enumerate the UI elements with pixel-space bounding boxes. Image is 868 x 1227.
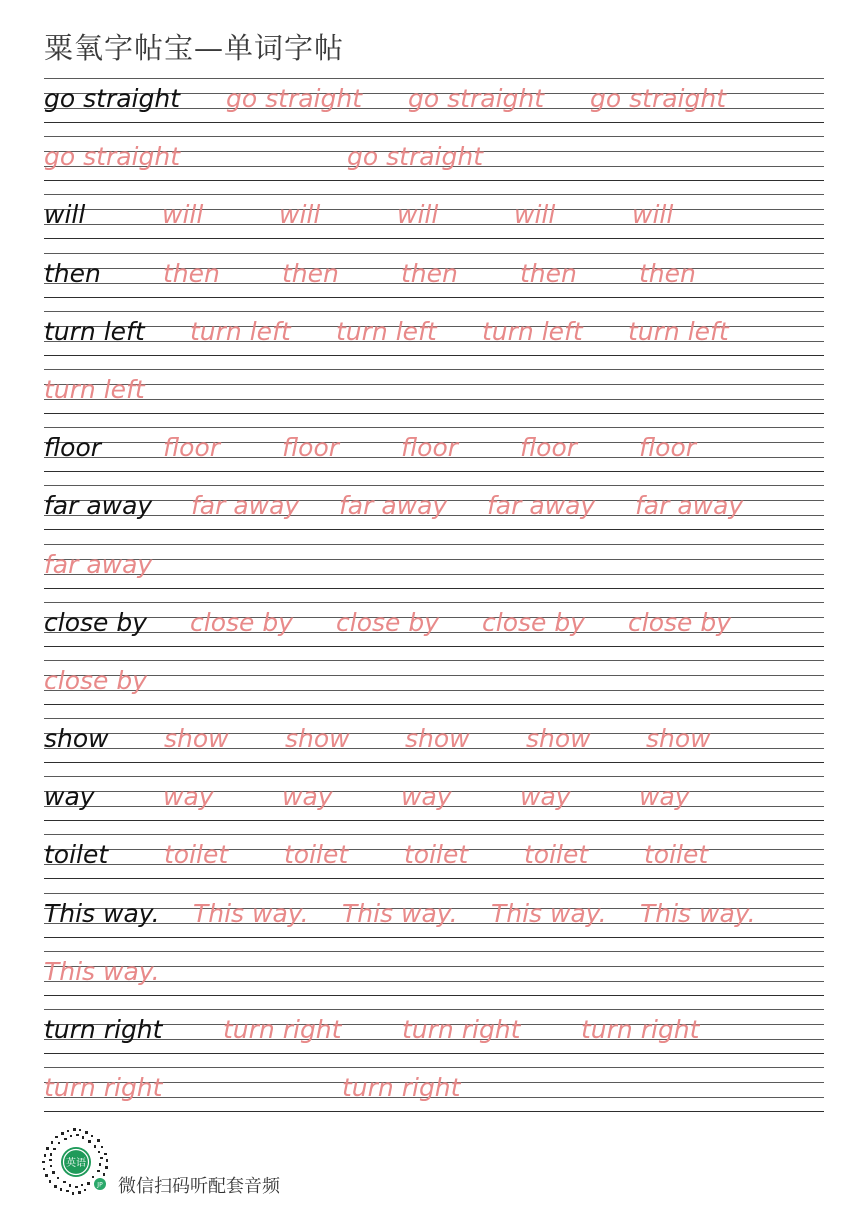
practice-row	[44, 834, 824, 892]
rule-line	[44, 529, 824, 530]
qr-badge-label: 英语	[66, 1158, 86, 1169]
practice-row	[44, 136, 824, 194]
trace-word: way	[282, 782, 333, 812]
trace-word: show	[405, 724, 470, 754]
rule-line	[44, 355, 824, 356]
model-word: go straight	[44, 84, 180, 113]
rule-line	[44, 1009, 824, 1010]
practice-row	[44, 369, 824, 427]
model-word: then	[44, 258, 101, 288]
practice-row	[44, 1009, 824, 1067]
trace-word: turn left	[482, 316, 583, 346]
rule-line	[44, 253, 824, 254]
rule-line	[44, 1053, 824, 1054]
rule-line	[44, 995, 824, 996]
trace-word: will	[632, 200, 674, 230]
practice-row	[44, 485, 824, 543]
rule-line	[44, 136, 824, 137]
trace-word: floor	[520, 433, 578, 463]
trace-word: turn right	[581, 1015, 700, 1044]
rule-line	[44, 951, 824, 952]
trace-word: far away	[635, 491, 744, 521]
rule-line	[44, 427, 824, 428]
trace-word: will	[397, 200, 439, 230]
trace-word: far away	[487, 491, 596, 521]
trace-word: go straight	[226, 84, 362, 113]
trace-word: close by	[44, 665, 148, 695]
practice-row	[44, 602, 824, 660]
trace-word: toilet	[404, 840, 469, 870]
trace-word: close by	[190, 607, 294, 637]
footer-caption: 微信扫码听配套音频	[118, 1176, 280, 1197]
rule-line	[44, 834, 824, 835]
practice-row	[44, 776, 824, 834]
model-word: turn left	[44, 316, 145, 346]
practice-row	[44, 544, 824, 602]
rule-line	[44, 704, 824, 705]
model-word: show	[44, 724, 109, 754]
trace-word: show	[646, 724, 711, 754]
trace-word: close by	[628, 607, 732, 637]
rule-line	[44, 966, 824, 967]
trace-word: toilet	[164, 840, 229, 870]
rule-line	[44, 981, 824, 982]
trace-word: close by	[336, 607, 440, 637]
trace-word: floor	[639, 433, 697, 463]
rule-line	[44, 660, 824, 661]
trace-word: turn right	[44, 1073, 163, 1103]
rule-line	[44, 180, 824, 181]
trace-word: turn left	[44, 374, 145, 404]
trace-word: toilet	[644, 840, 709, 870]
rule-line	[44, 893, 824, 894]
trace-word: go straight	[590, 84, 726, 113]
rule-line	[44, 820, 824, 821]
trace-word: turn left	[628, 316, 729, 346]
practice-row	[44, 718, 824, 776]
rule-line	[44, 675, 824, 676]
practice-row	[44, 253, 824, 311]
trace-word: This way.	[491, 898, 607, 928]
practice-row	[44, 311, 824, 369]
rule-line	[44, 937, 824, 938]
model-word: toilet	[44, 840, 109, 870]
trace-word: turn right	[402, 1015, 521, 1044]
trace-word: floor	[401, 433, 459, 463]
trace-word: go straight	[347, 142, 483, 172]
model-word: turn right	[44, 1015, 163, 1044]
trace-word: will	[514, 200, 556, 230]
trace-word: will	[279, 200, 321, 230]
trace-word: toilet	[524, 840, 589, 870]
trace-word: far away	[339, 491, 448, 521]
trace-word: then	[520, 258, 577, 288]
rule-line	[44, 878, 824, 879]
trace-word: show	[285, 724, 350, 754]
rule-line	[44, 762, 824, 763]
trace-word: This way.	[193, 898, 309, 928]
model-word: close by	[44, 607, 148, 637]
trace-word: then	[639, 258, 696, 288]
page-title: 粟氧字帖宝—单词字帖	[44, 31, 345, 65]
trace-word: then	[401, 258, 458, 288]
footer	[40, 1126, 440, 1198]
qr-corner-label: JP	[97, 1181, 103, 1189]
rule-line	[44, 297, 824, 298]
trace-word: way	[401, 782, 452, 812]
qr-code-icon[interactable]	[40, 1126, 112, 1198]
trace-word: This way.	[342, 898, 458, 928]
rule-line	[44, 690, 824, 691]
rule-line	[44, 194, 824, 195]
trace-word: turn right	[223, 1015, 342, 1044]
practice-rows	[44, 78, 824, 1125]
practice-row	[44, 893, 824, 951]
model-word: way	[44, 782, 95, 812]
rule-line	[44, 485, 824, 486]
rule-line	[44, 122, 824, 123]
rule-line	[44, 718, 824, 719]
rule-line	[44, 399, 824, 400]
trace-word: far away	[191, 491, 300, 521]
rule-line	[44, 776, 824, 777]
rule-line	[44, 588, 824, 589]
trace-word: go straight	[408, 84, 544, 113]
trace-word: way	[639, 782, 690, 812]
rule-line	[44, 238, 824, 239]
trace-word: then	[163, 258, 220, 288]
rule-line	[44, 369, 824, 370]
rule-line	[44, 574, 824, 575]
rule-line	[44, 544, 824, 545]
trace-word: go straight	[44, 142, 180, 172]
practice-row	[44, 194, 824, 252]
practice-row	[44, 951, 824, 1009]
rule-line	[44, 471, 824, 472]
trace-word: will	[162, 200, 204, 230]
model-word: floor	[44, 433, 102, 463]
trace-word: way	[520, 782, 571, 812]
rule-line	[44, 413, 824, 414]
model-word: This way.	[44, 898, 160, 928]
trace-word: This way.	[640, 898, 756, 928]
trace-word: far away	[44, 549, 153, 579]
rule-line	[44, 559, 824, 560]
rule-line	[44, 602, 824, 603]
trace-word: turn left	[190, 316, 291, 346]
model-word: will	[44, 200, 86, 230]
trace-word: way	[163, 782, 214, 812]
trace-word: then	[282, 258, 339, 288]
trace-word: floor	[282, 433, 340, 463]
practice-row	[44, 1067, 824, 1125]
practice-row	[44, 78, 824, 136]
practice-row	[44, 660, 824, 718]
model-word: far away	[44, 491, 153, 521]
trace-word: turn right	[342, 1073, 461, 1103]
trace-word: This way.	[44, 956, 160, 986]
trace-word: show	[164, 724, 229, 754]
rule-line	[44, 1111, 824, 1112]
trace-word: floor	[163, 433, 221, 463]
trace-word: close by	[482, 607, 586, 637]
rule-line	[44, 311, 824, 312]
practice-row	[44, 427, 824, 485]
rule-line	[44, 646, 824, 647]
rule-line	[44, 78, 824, 79]
trace-word: show	[526, 724, 591, 754]
rule-line	[44, 384, 824, 385]
trace-word: toilet	[284, 840, 349, 870]
rule-line	[44, 1067, 824, 1068]
trace-word: turn left	[336, 316, 437, 346]
